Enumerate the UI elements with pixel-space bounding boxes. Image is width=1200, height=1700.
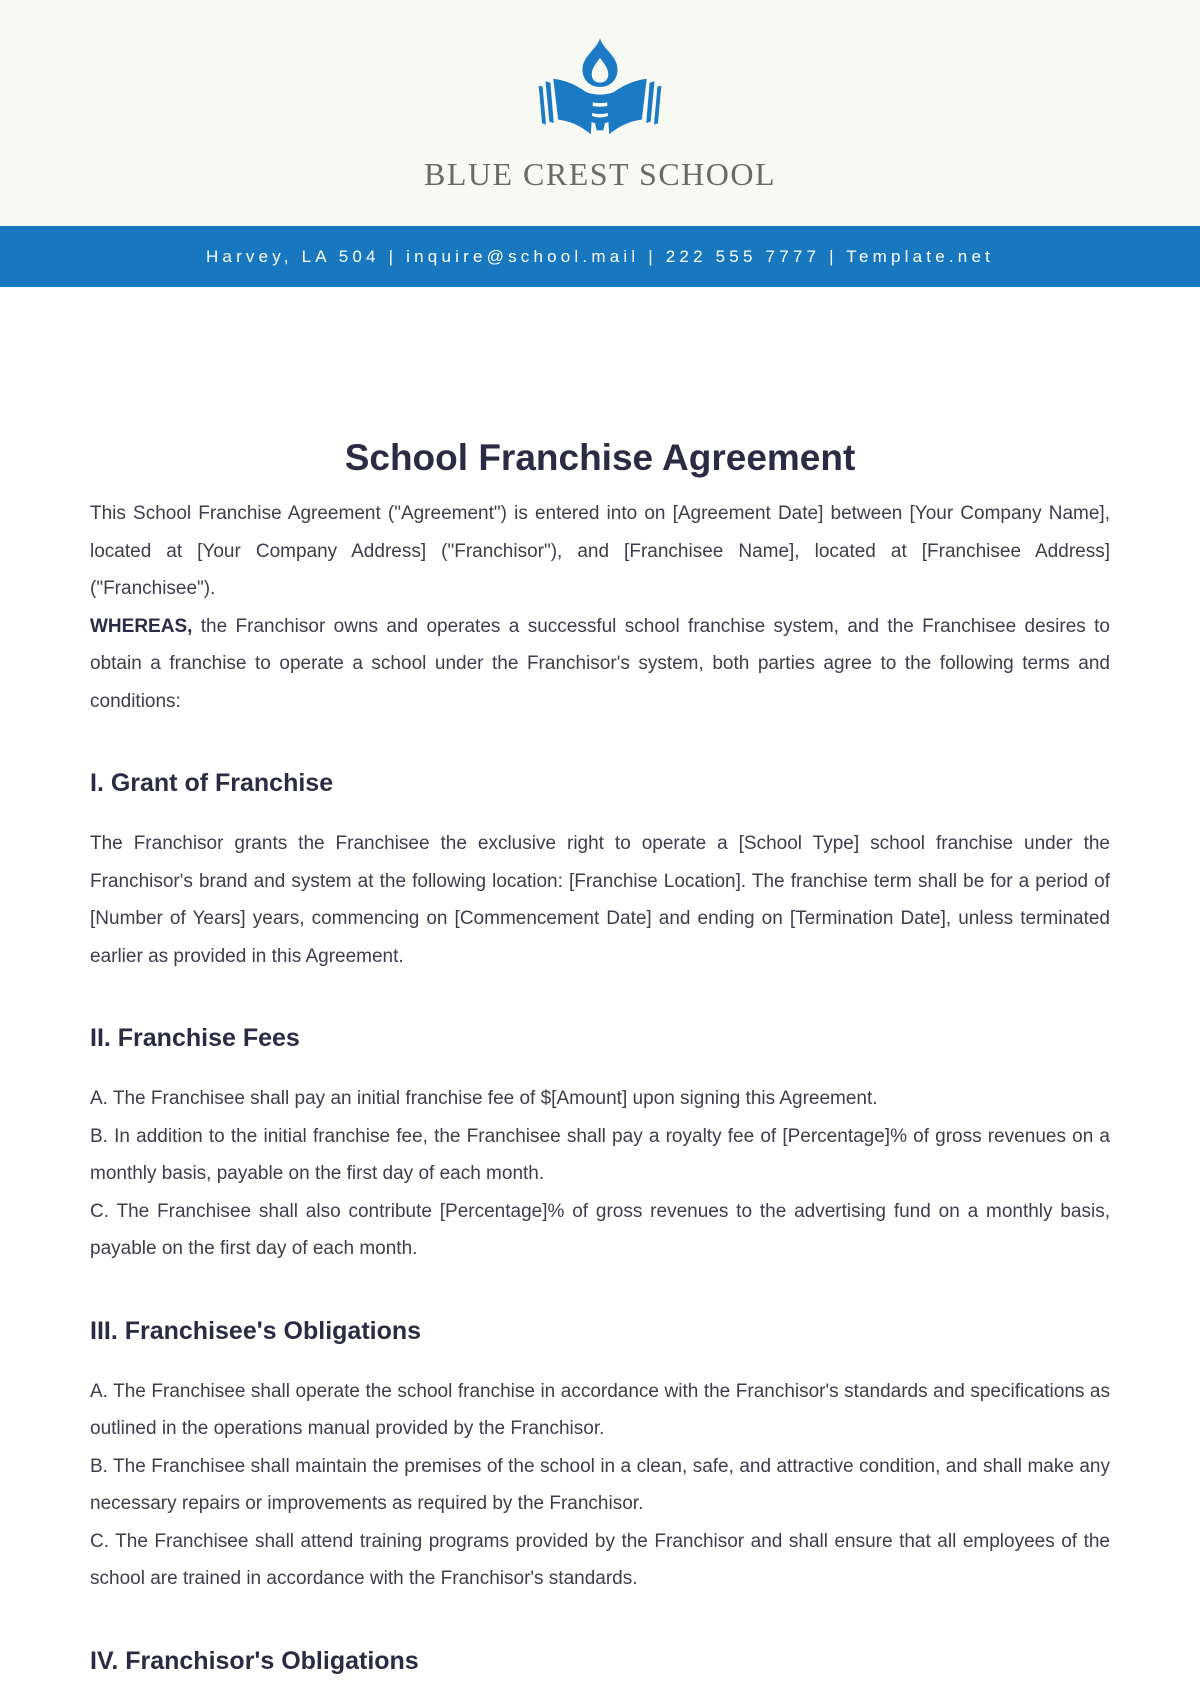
agreement-document (0, 437, 1200, 1677)
school-logo (527, 34, 673, 144)
section-3-item-a: A. The Franchisee shall operate the school franchise in accordance with the Franchisor's standards and specifications as outlined in the operations manual provided by the Franchisor. (90, 1380, 1110, 1439)
intro-paragraph: This School Franchise Agreement ("Agreement") is entered into on [Agreement Date] between [Your Company Name], located at [Your Company Address] ("Franchisor"), and [Franchisee Name], located at [Franchisee Address] ("Franchisee"). (90, 503, 1110, 599)
section-franchisor-obligations (90, 1646, 1110, 1677)
whereas-text: the Franchisor owns and operates a successful school franchise system, and the Franchisee desires to obtain a franchise to operate a school under the Franchisor's system, both parties agree to the following terms and conditions: (90, 615, 1110, 712)
section-3-item-b: B. The Franchisee shall maintain the premises of the school in a clean, safe, and attractive condition, and shall make any necessary repairs or improvements as required by the Franchisor. (90, 1455, 1110, 1514)
section-franchise-fees (90, 1023, 1110, 1268)
whereas-paragraph (90, 608, 1110, 721)
section-2-item-b: B. In addition to the initial franchise fee, the Franchisee shall pay a royalty fee of [Percentage]% of gross revenues on a monthly basis, payable on the first day of each month. (90, 1125, 1110, 1184)
section-2-item-a: A. The Franchisee shall pay an initial franchise fee of $[Amount] upon signing this Agreement. (90, 1088, 878, 1109)
document-title: School Franchise Agreement (344, 437, 856, 478)
section-heading-3: III. Franchisee's Obligations (90, 1316, 422, 1345)
section-1-paragraph: The Franchisor grants the Franchisee the exclusive right to operate a [School Type] school franchise under the Franchisor's brand and system at the following location: [Franchise Location]. The franchise term shall be for a period of [Number of Years] years, commencing on [Commencement Date] and ending on [Termination Date], unless terminated earlier as provided in this Agreement. (90, 833, 1110, 967)
contact-bar (0, 226, 1200, 287)
section-grant-of-franchise (90, 768, 1110, 975)
contact-bar-text: Harvey, LA 504 | inquire@school.mail | 222 555 7777 | Template.net (205, 246, 995, 266)
section-heading-1: I. Grant of Franchise (90, 769, 334, 797)
section-3-item-c: C. The Franchisee shall attend training programs provided by the Franchisor and shall ensure that all employees of the school are trained in accordance with the Franchisor's standards. (90, 1530, 1110, 1589)
section-heading-4: IV. Franchisor's Obligations (90, 1646, 419, 1675)
school-header (0, 0, 1200, 226)
torch-book-logo-icon (527, 37, 673, 141)
whereas-label: WHEREAS, (90, 615, 193, 637)
section-2-item-c: C. The Franchisee shall also contribute [Percentage]% of gross revenues to the advertising fund on a monthly basis, payable on the first day of each month. (90, 1200, 1110, 1259)
section-franchisee-obligations (90, 1316, 1110, 1598)
school-name: BLUE CREST SCHOOL (423, 156, 777, 192)
section-heading-2: II. Franchise Fees (90, 1024, 300, 1052)
